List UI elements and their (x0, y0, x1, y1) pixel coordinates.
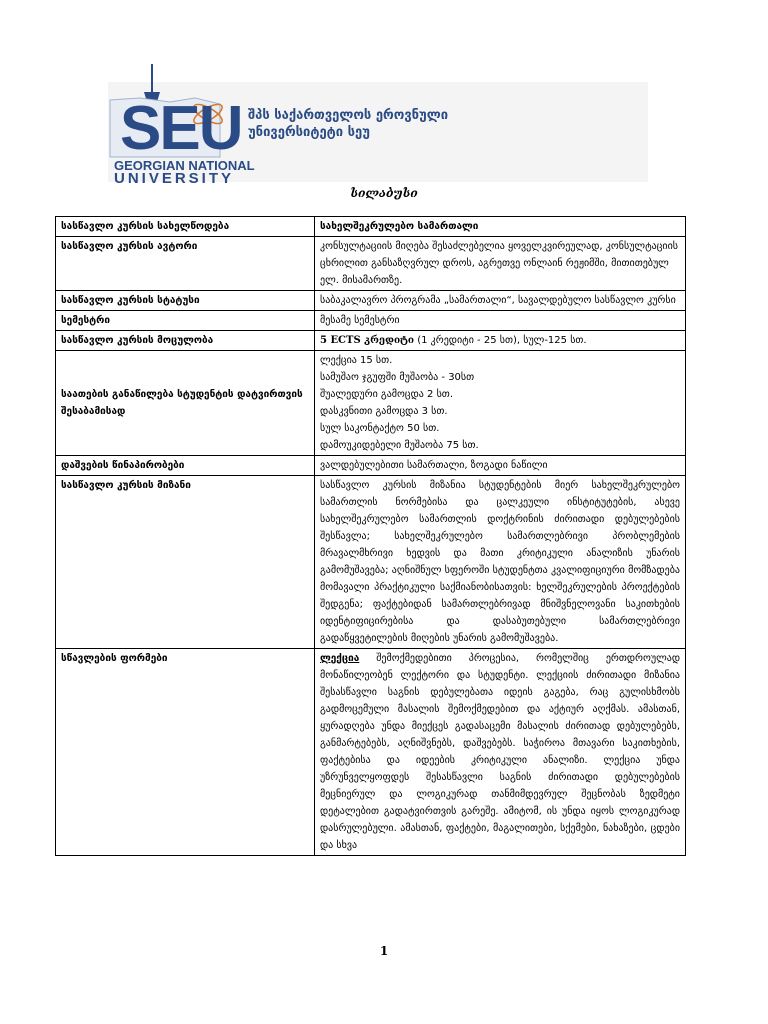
table-row (56, 351, 686, 456)
row-label: დაშვების წინაპირობები (56, 456, 315, 476)
row-value (315, 331, 686, 351)
page-number: 1 (379, 944, 389, 958)
teaching-description: შემოქმედებითი პროცესია, რომელშიც ერთდროულად მონაწილეობენ ლექტორი და სტუდენტი. ლექციის ძირითადი მიზანია შესასწავლი საგნის დებულებათა იდეის გაგება, რაც გულისხმობს გადმოცემული მასალის შემოქმედებით და აქტიურ აღქმას. ამასთან, ყურადღება უნდა მიექცეს გადასაცემი მასალის ძირითად დებულებებს, განმარტებებს, აღნიშვნებს, დაშვებებს. საჭიროა მთავარი საკითხების, ფაქტებისა და იდეების კრიტიკული ანალიზი. ლექცია უნდა უზრუნველყოფდეს შესასწავლი საგნის ძირითადი დებულებების მეცნიერულ და ლოგიკურად თანმიმდევრულ შეცნობას ზედმეტი დეტალებით გადატვირთვის გარეშე. ამიტომ, ის უნდა იყოს ლოგიკურად დასრულებული. ამასთან, ფაქტები, მაგალითები, სქემები, ნახაზები, ცდები და სხვა (320, 653, 680, 851)
row-value: ვალდებულებითი სამართალი, ზოგადი ნაწილი (315, 456, 686, 476)
table-row (56, 237, 686, 291)
row-label: საათების განაწილება სტუდენტის დატვირთვის შესაბამისად (56, 351, 315, 456)
row-value: საბაკალავრო პროგრამა „სამართალი“, სავალდებულო სასწავლო კურსი (315, 291, 686, 311)
university-logo (100, 62, 660, 187)
row-label: სასწავლო კურსის სტატუსი (56, 291, 315, 311)
hours-line: შუალედური გამოცდა 2 სთ. (320, 389, 453, 400)
row-label: სწავლების ფორმები (56, 649, 315, 856)
row-value: მესამე სემესტრი (315, 311, 686, 331)
hours-line: დამოუკიდებელი მუშაობა 75 სთ. (320, 440, 479, 451)
row-value: სასწავლო კურსის მიზანია სტუდენტების მიერ სახელშეკრულებო სამართლის ნორმებისა და ცალკეული ინსტიტუტების, ასევე სახელშეკრულებო სამართლის დოქტრინის ძირითადი დებულებების შესწავლა; სახელშეკრულებო სამართლებრივი პრობლემების მრავალმხრივი ხედვის და მათი კრიტიკული ანალიზის უნარის გამომუშავება; აღნიშნულ სფეროში სტუდენტთა კვალიფიციური მომზადება მომავალი პრაქტიკული საქმიანობისათვის: ხელშეკრულების პროექტების შედგენა; ფაქტებიდან სამართლებრივად მნიშვნელოვანი საკითხების იდენტიფიცირებისა და დასაბუთებული სამართლებრივი გადაწყვეტილების მიღების უნარის გამომუშავება. (315, 476, 686, 649)
row-label: სემესტრი (56, 311, 315, 331)
table-row (56, 649, 686, 856)
table-row (56, 311, 686, 331)
row-value: კონსულტაციის მიღება შესაძლებელია ყოველკვირეულად, კონსულტაციის ცხრილით განსაზღვრულ დროს, აგრეთვე ონლაინ რეჟიმში, მითითებულ ელ. მისამართზე. (315, 237, 686, 291)
row-label: სასწავლო კურსის ავტორი (56, 237, 315, 291)
row-label: სასწავლო კურსის მიზანი (56, 476, 315, 649)
lecture-term: ლექცია (320, 653, 360, 664)
logo-line1: GEORGIAN NATIONAL (114, 158, 255, 173)
logo-georgian-name: შპს საქართველოს ეროვნული უნივერსიტეტი სეუ (248, 108, 449, 140)
document-heading: სილაბუსი (350, 186, 418, 200)
ects-credits: 5 ECTS კრედიტი (320, 335, 415, 346)
hours-line: სამუშაო ჯგუფში მუშაობა - 30სთ (320, 372, 475, 383)
row-value (315, 351, 686, 456)
hours-line: დასკვნითი გამოცდა 3 სთ. (320, 406, 448, 417)
table-row (56, 331, 686, 351)
syllabus-table (55, 216, 686, 856)
table-row (56, 291, 686, 311)
row-label: სასწავლო კურსის სახელწოდება (56, 217, 315, 237)
logo-acronym: SEU (120, 94, 242, 163)
hours-line: სულ საკონტაქტო 50 სთ. (320, 423, 440, 434)
hours-line: ლექცია 15 სთ. (320, 355, 393, 366)
table-row (56, 217, 686, 237)
row-value: სახელშეკრულებო სამართალი (315, 217, 686, 237)
credits-breakdown: (1 კრედიტი - 25 სთ), სულ-125 სთ. (414, 335, 587, 346)
row-value (315, 649, 686, 856)
logo-line2: UNIVERSITY (114, 170, 235, 187)
table-row (56, 476, 686, 649)
row-label: სასწავლო კურსის მოცულობა (56, 331, 315, 351)
table-row (56, 456, 686, 476)
